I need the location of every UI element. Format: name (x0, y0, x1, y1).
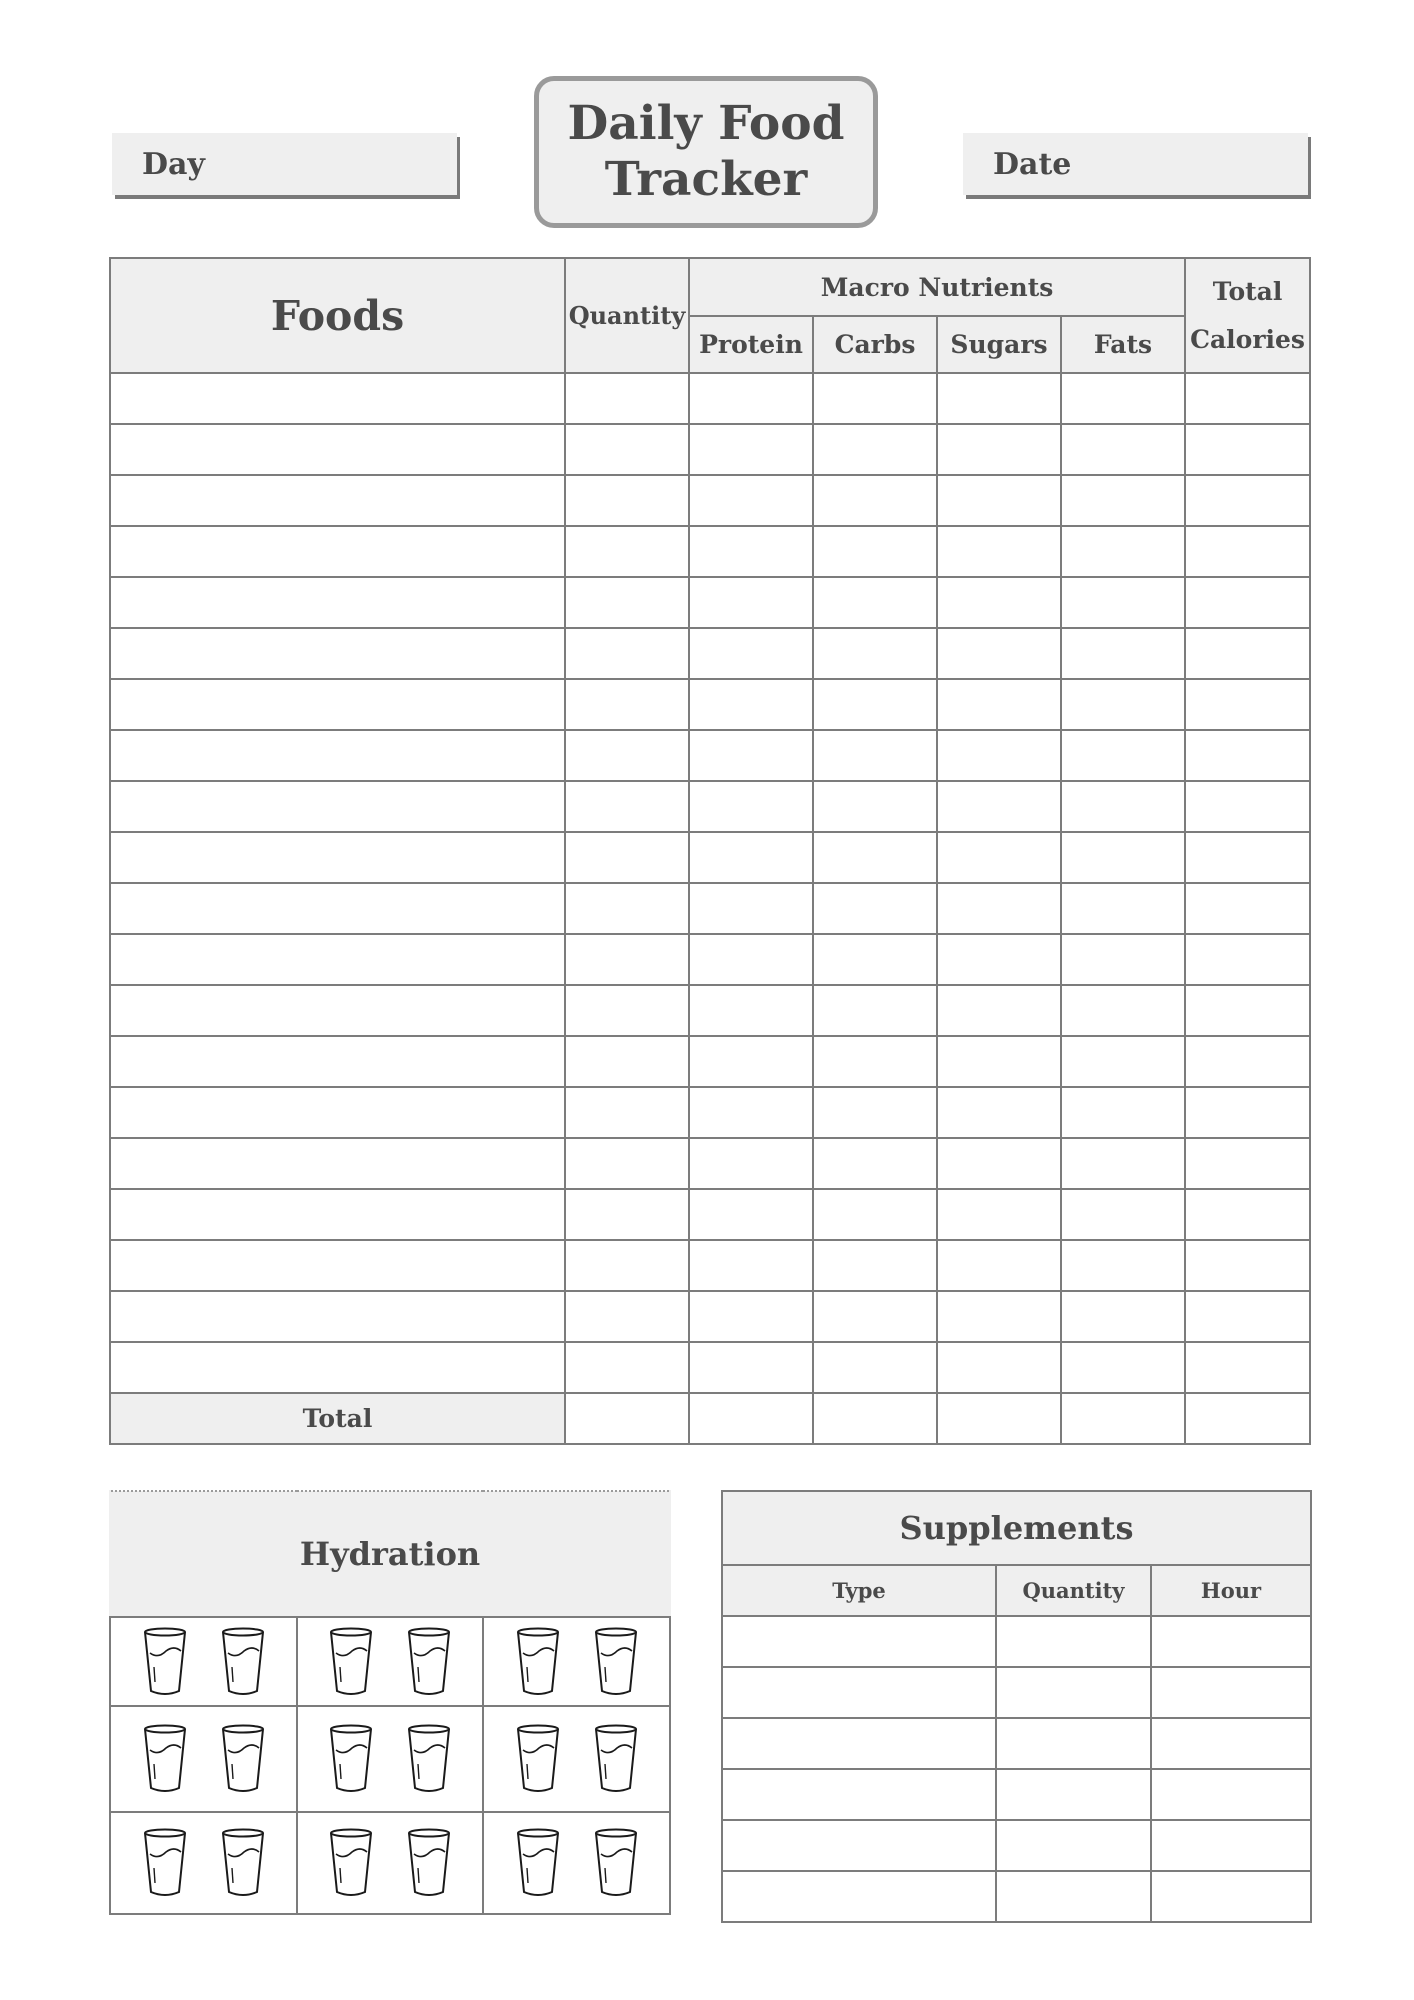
calories-cell[interactable] (1185, 1036, 1310, 1087)
supplement-hour-cell[interactable] (1151, 1769, 1311, 1820)
food-cell[interactable] (110, 1138, 565, 1189)
quantity-cell[interactable] (565, 730, 689, 781)
food-row (110, 1240, 1310, 1291)
quantity-cell[interactable] (565, 1240, 689, 1291)
calories-cell[interactable] (1185, 781, 1310, 832)
carbs-cell[interactable] (813, 883, 937, 934)
calories-cell[interactable] (1185, 1291, 1310, 1342)
fats-cell[interactable] (1061, 730, 1185, 781)
sugars-cell[interactable] (937, 883, 1061, 934)
food-cell[interactable] (110, 1291, 565, 1342)
calories-cell[interactable] (1185, 1138, 1310, 1189)
food-cell[interactable] (110, 832, 565, 883)
sugars-cell[interactable] (937, 832, 1061, 883)
protein-cell[interactable] (689, 1342, 813, 1393)
sugars-cell[interactable] (937, 985, 1061, 1036)
protein-cell[interactable] (689, 934, 813, 985)
carbs-cell[interactable] (813, 475, 937, 526)
carbs-cell[interactable] (813, 781, 937, 832)
supplement-quantity-cell[interactable] (996, 1718, 1151, 1769)
fats-cell[interactable] (1061, 1087, 1185, 1138)
sugars-cell[interactable] (937, 730, 1061, 781)
quantity-cell[interactable] (565, 577, 689, 628)
supplement-type-cell[interactable] (722, 1769, 996, 1820)
quantity-cell[interactable] (565, 1138, 689, 1189)
fats-cell[interactable] (1061, 832, 1185, 883)
sugars-cell[interactable] (937, 1240, 1061, 1291)
total-row (110, 1393, 1310, 1444)
quantity-cell[interactable] (565, 526, 689, 577)
protein-cell[interactable] (689, 781, 813, 832)
supplement-quantity-cell[interactable] (996, 1769, 1151, 1820)
fats-cell[interactable] (1061, 1291, 1185, 1342)
total-sugars-cell[interactable] (937, 1393, 1061, 1444)
calories-cell[interactable] (1185, 1342, 1310, 1393)
supplement-type-header: Type (722, 1565, 996, 1616)
food-row (110, 526, 1310, 577)
date-label: Date (993, 146, 1072, 182)
carbs-cell[interactable] (813, 424, 937, 475)
protein-cell[interactable] (689, 985, 813, 1036)
water-glass-icon[interactable] (515, 1724, 561, 1794)
protein-cell[interactable] (689, 526, 813, 577)
food-cell[interactable] (110, 730, 565, 781)
food-row (110, 985, 1310, 1036)
fats-cell[interactable] (1061, 1138, 1185, 1189)
fats-cell[interactable] (1061, 577, 1185, 628)
sugars-cell[interactable] (937, 1189, 1061, 1240)
fats-cell[interactable] (1061, 985, 1185, 1036)
carbs-cell[interactable] (813, 1240, 937, 1291)
water-glass-icon[interactable] (328, 1828, 374, 1898)
quantity-cell[interactable] (565, 1189, 689, 1240)
food-row (110, 1342, 1310, 1393)
fats-cell[interactable] (1061, 373, 1185, 424)
protein-cell[interactable] (689, 1138, 813, 1189)
protein-cell[interactable] (689, 832, 813, 883)
protein-cell[interactable] (689, 577, 813, 628)
water-glass-icon[interactable] (406, 1627, 452, 1697)
supplement-hour-cell[interactable] (1151, 1667, 1311, 1718)
fats-cell[interactable] (1061, 679, 1185, 730)
carbs-cell[interactable] (813, 934, 937, 985)
carbs-cell[interactable] (813, 1342, 937, 1393)
sugars-cell[interactable] (937, 1342, 1061, 1393)
water-glass-icon[interactable] (406, 1724, 452, 1794)
supplement-quantity-cell[interactable] (996, 1871, 1151, 1922)
quantity-cell[interactable] (565, 883, 689, 934)
sugars-cell[interactable] (937, 475, 1061, 526)
supplements-title: Supplements (722, 1491, 1311, 1565)
carbs-cell[interactable] (813, 1087, 937, 1138)
carbs-cell[interactable] (813, 577, 937, 628)
protein-cell[interactable] (689, 730, 813, 781)
supplement-hour-cell[interactable] (1151, 1871, 1311, 1922)
carbs-cell[interactable] (813, 628, 937, 679)
water-glass-icon[interactable] (328, 1627, 374, 1697)
carbs-cell[interactable] (813, 1036, 937, 1087)
food-row (110, 628, 1310, 679)
sugars-cell[interactable] (937, 1138, 1061, 1189)
food-row (110, 475, 1310, 526)
quantity-cell[interactable] (565, 1342, 689, 1393)
water-glass-icon[interactable] (220, 1627, 266, 1697)
fats-cell[interactable] (1061, 1342, 1185, 1393)
sugars-cell[interactable] (937, 679, 1061, 730)
calories-cell[interactable] (1185, 934, 1310, 985)
day-label: Day (142, 146, 205, 182)
water-glass-icon[interactable] (328, 1724, 374, 1794)
quantity-cell[interactable] (565, 1087, 689, 1138)
title-line-2: Tracker (604, 152, 808, 207)
water-glass-icon[interactable] (406, 1828, 452, 1898)
protein-cell[interactable] (689, 424, 813, 475)
quantity-cell[interactable] (565, 1036, 689, 1087)
protein-cell[interactable] (689, 1087, 813, 1138)
food-row (110, 934, 1310, 985)
food-cell[interactable] (110, 781, 565, 832)
foods-header: Foods (110, 258, 565, 373)
protein-cell[interactable] (689, 679, 813, 730)
water-glass-icon[interactable] (220, 1828, 266, 1898)
quantity-cell[interactable] (565, 679, 689, 730)
hydration-title: Hydration (110, 1491, 670, 1617)
total-quantity-cell[interactable] (565, 1393, 689, 1444)
carbs-cell[interactable] (813, 526, 937, 577)
total-calories-header (1185, 258, 1310, 373)
food-cell[interactable] (110, 628, 565, 679)
water-glass-icon[interactable] (593, 1724, 639, 1794)
food-cell[interactable] (110, 985, 565, 1036)
total-protein-cell[interactable] (689, 1393, 813, 1444)
sugars-cell[interactable] (937, 1036, 1061, 1087)
supplement-hour-cell[interactable] (1151, 1820, 1311, 1871)
supplement-type-cell[interactable] (722, 1871, 996, 1922)
food-row (110, 1291, 1310, 1342)
water-glass-icon[interactable] (593, 1627, 639, 1697)
sugars-cell[interactable] (937, 373, 1061, 424)
protein-cell[interactable] (689, 373, 813, 424)
water-glass-icon[interactable] (593, 1828, 639, 1898)
food-cell[interactable] (110, 934, 565, 985)
supplement-row (722, 1616, 1311, 1667)
total-label: Total (110, 1393, 565, 1444)
calories-cell[interactable] (1185, 373, 1310, 424)
hydration-cell (110, 1812, 297, 1914)
hydration-cell (483, 1706, 670, 1812)
food-row (110, 730, 1310, 781)
supplement-hour-cell[interactable] (1151, 1718, 1311, 1769)
carbs-cell[interactable] (813, 1138, 937, 1189)
calories-cell[interactable] (1185, 424, 1310, 475)
water-glass-icon[interactable] (515, 1828, 561, 1898)
water-glass-icon[interactable] (142, 1724, 188, 1794)
food-row (110, 832, 1310, 883)
date-field[interactable] (963, 133, 1308, 195)
total-calories-cell[interactable] (1185, 1393, 1310, 1444)
calories-cell[interactable] (1185, 628, 1310, 679)
supplement-quantity-header: Quantity (996, 1565, 1151, 1616)
quantity-cell[interactable] (565, 424, 689, 475)
food-cell[interactable] (110, 1240, 565, 1291)
quantity-cell[interactable] (565, 475, 689, 526)
calories-cell[interactable] (1185, 526, 1310, 577)
quantity-cell[interactable] (565, 934, 689, 985)
hydration-table (109, 1490, 671, 1915)
supplement-type-cell[interactable] (722, 1718, 996, 1769)
fats-cell[interactable] (1061, 781, 1185, 832)
protein-header: Protein (689, 316, 813, 373)
food-cell[interactable] (110, 577, 565, 628)
fats-cell[interactable] (1061, 424, 1185, 475)
sugars-cell[interactable] (937, 628, 1061, 679)
page-title (534, 76, 878, 228)
fats-header: Fats (1061, 316, 1185, 373)
food-row (110, 373, 1310, 424)
carbs-cell[interactable] (813, 985, 937, 1036)
total-calories-line-2: Calories (1190, 324, 1305, 354)
fats-cell[interactable] (1061, 475, 1185, 526)
food-row (110, 1189, 1310, 1240)
fats-cell[interactable] (1061, 628, 1185, 679)
calories-cell[interactable] (1185, 985, 1310, 1036)
food-table (109, 257, 1311, 1445)
carbs-cell[interactable] (813, 373, 937, 424)
protein-cell[interactable] (689, 628, 813, 679)
protein-cell[interactable] (689, 1291, 813, 1342)
protein-cell[interactable] (689, 1189, 813, 1240)
food-cell[interactable] (110, 1036, 565, 1087)
quantity-cell[interactable] (565, 1291, 689, 1342)
food-row (110, 1087, 1310, 1138)
carbs-cell[interactable] (813, 679, 937, 730)
food-cell[interactable] (110, 475, 565, 526)
supplement-quantity-cell[interactable] (996, 1616, 1151, 1667)
fats-cell[interactable] (1061, 1189, 1185, 1240)
quantity-cell[interactable] (565, 832, 689, 883)
water-glass-icon[interactable] (142, 1828, 188, 1898)
food-cell[interactable] (110, 679, 565, 730)
food-cell[interactable] (110, 526, 565, 577)
calories-cell[interactable] (1185, 475, 1310, 526)
sugars-cell[interactable] (937, 781, 1061, 832)
supplement-type-cell[interactable] (722, 1616, 996, 1667)
hydration-cell (110, 1617, 297, 1706)
food-row (110, 1138, 1310, 1189)
calories-cell[interactable] (1185, 577, 1310, 628)
protein-cell[interactable] (689, 475, 813, 526)
fats-cell[interactable] (1061, 883, 1185, 934)
supplement-quantity-cell[interactable] (996, 1820, 1151, 1871)
food-row (110, 424, 1310, 475)
supplement-hour-cell[interactable] (1151, 1616, 1311, 1667)
hydration-cell (297, 1812, 483, 1914)
calories-cell[interactable] (1185, 1087, 1310, 1138)
supplement-row (722, 1820, 1311, 1871)
calories-cell[interactable] (1185, 832, 1310, 883)
food-row (110, 679, 1310, 730)
food-row (110, 883, 1310, 934)
supplement-type-cell[interactable] (722, 1820, 996, 1871)
supplements-table (721, 1490, 1312, 1923)
water-glass-icon[interactable] (220, 1724, 266, 1794)
food-row (110, 781, 1310, 832)
quantity-cell[interactable] (565, 985, 689, 1036)
carbs-cell[interactable] (813, 1291, 937, 1342)
water-glass-icon[interactable] (142, 1627, 188, 1697)
fats-cell[interactable] (1061, 526, 1185, 577)
hydration-cell (483, 1617, 670, 1706)
food-cell[interactable] (110, 1342, 565, 1393)
carbs-cell[interactable] (813, 730, 937, 781)
sugars-cell[interactable] (937, 424, 1061, 475)
protein-cell[interactable] (689, 1036, 813, 1087)
quantity-cell[interactable] (565, 373, 689, 424)
calories-cell[interactable] (1185, 679, 1310, 730)
hydration-cell (297, 1706, 483, 1812)
supplement-row (722, 1769, 1311, 1820)
hydration-cell (110, 1706, 297, 1812)
carbs-cell[interactable] (813, 832, 937, 883)
sugars-header: Sugars (937, 316, 1061, 373)
quantity-cell[interactable] (565, 781, 689, 832)
sugars-cell[interactable] (937, 1087, 1061, 1138)
total-carbs-cell[interactable] (813, 1393, 937, 1444)
fats-cell[interactable] (1061, 1036, 1185, 1087)
water-glass-icon[interactable] (515, 1627, 561, 1697)
food-cell[interactable] (110, 1189, 565, 1240)
supplement-row (722, 1667, 1311, 1718)
fats-cell[interactable] (1061, 1240, 1185, 1291)
carbs-cell[interactable] (813, 1189, 937, 1240)
food-row (110, 577, 1310, 628)
calories-cell[interactable] (1185, 730, 1310, 781)
food-cell[interactable] (110, 1087, 565, 1138)
protein-cell[interactable] (689, 1240, 813, 1291)
sugars-cell[interactable] (937, 934, 1061, 985)
hydration-row (110, 1812, 670, 1914)
total-calories-line-1: Total (1212, 276, 1283, 306)
supplement-row (722, 1871, 1311, 1922)
title-line-1: Daily Food (567, 96, 845, 151)
quantity-cell[interactable] (565, 628, 689, 679)
supplement-type-cell[interactable] (722, 1667, 996, 1718)
food-cell[interactable] (110, 373, 565, 424)
sugars-cell[interactable] (937, 577, 1061, 628)
hydration-cell (483, 1812, 670, 1914)
total-fats-cell[interactable] (1061, 1393, 1185, 1444)
calories-cell[interactable] (1185, 1240, 1310, 1291)
macro-nutrients-header: Macro Nutrients (689, 258, 1185, 316)
calories-cell[interactable] (1185, 1189, 1310, 1240)
day-field[interactable] (112, 133, 457, 195)
quantity-header: Quantity (565, 258, 689, 373)
hydration-row (110, 1617, 670, 1706)
hydration-cell (297, 1617, 483, 1706)
carbs-header: Carbs (813, 316, 937, 373)
protein-cell[interactable] (689, 883, 813, 934)
hydration-row (110, 1706, 670, 1812)
supplement-hour-header: Hour (1151, 1565, 1311, 1616)
food-cell[interactable] (110, 883, 565, 934)
sugars-cell[interactable] (937, 526, 1061, 577)
fats-cell[interactable] (1061, 934, 1185, 985)
calories-cell[interactable] (1185, 883, 1310, 934)
supplement-row (722, 1718, 1311, 1769)
food-row (110, 1036, 1310, 1087)
supplement-quantity-cell[interactable] (996, 1667, 1151, 1718)
sugars-cell[interactable] (937, 1291, 1061, 1342)
food-cell[interactable] (110, 424, 565, 475)
